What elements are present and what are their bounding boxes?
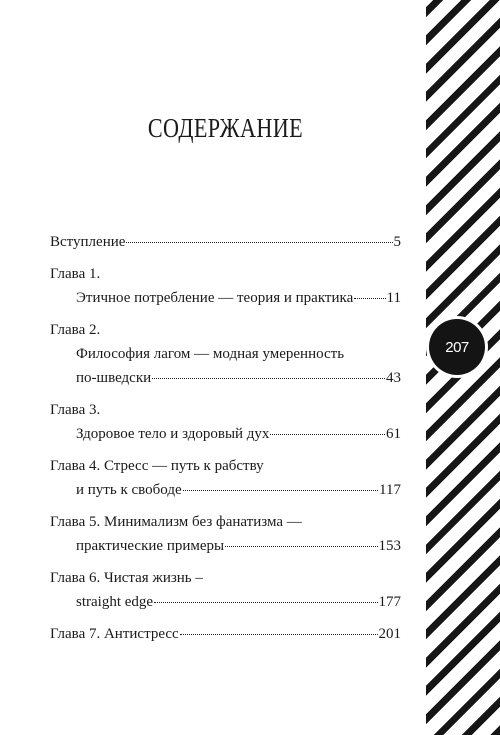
page-title: СОДЕРЖАНИЕ — [147, 113, 304, 143]
toc-line — [50, 510, 401, 534]
toc-entry[interactable] — [50, 318, 401, 390]
toc-entry-title: Вступление — [50, 234, 126, 250]
dot-leader — [152, 378, 385, 379]
toc-page-number: 11 — [386, 290, 401, 306]
toc-entry-title: по-шведски — [76, 370, 152, 386]
toc-page-number: 153 — [378, 538, 401, 554]
toc-entry[interactable] — [50, 622, 401, 646]
dot-leader — [183, 490, 378, 491]
toc-entry[interactable] — [50, 566, 401, 614]
toc-entry[interactable] — [50, 230, 401, 254]
page-number-badge: 207 — [429, 319, 485, 375]
toc-entry-title: Этичное потребление — теория и практика — [76, 290, 354, 306]
toc-entry-title: Глава 5. Минимализм без фанатизма — — [50, 514, 302, 530]
toc-entry-title: Глава 4. Стресс — путь к рабству — [50, 458, 264, 474]
toc-line — [50, 534, 401, 558]
toc-page-number: 201 — [378, 626, 401, 642]
toc-entry-title: Глава 2. — [50, 322, 101, 338]
toc-line — [50, 590, 401, 614]
toc-line — [50, 262, 401, 286]
toc-page-number: 43 — [386, 370, 401, 386]
toc-line — [50, 422, 401, 446]
table-of-contents — [50, 230, 401, 646]
toc-entry[interactable] — [50, 262, 401, 310]
toc-page-number: 61 — [386, 426, 401, 442]
toc-entry-title: и путь к свободе — [76, 482, 182, 498]
toc-line — [50, 398, 401, 422]
toc-entry[interactable] — [50, 454, 401, 502]
toc-entry-title: straight edge — [76, 594, 154, 610]
toc-entry-title: Глава 7. Антистресс — [50, 626, 179, 642]
dot-leader — [126, 242, 392, 243]
toc-line — [50, 230, 401, 254]
toc-entry[interactable] — [50, 510, 401, 558]
toc-entry-title: Глава 3. — [50, 402, 101, 418]
toc-line — [50, 478, 401, 502]
toc-page-number: 5 — [393, 234, 401, 250]
toc-line — [50, 366, 401, 390]
toc-line — [50, 566, 401, 590]
toc-entry-title: Глава 1. — [50, 266, 101, 282]
toc-entry[interactable] — [50, 398, 401, 446]
toc-line — [50, 342, 401, 366]
dot-leader — [225, 546, 377, 547]
toc-entry-title: практические примеры — [76, 538, 225, 554]
toc-entry-title: Философия лагом — модная умеренность — [76, 346, 345, 362]
toc-line — [50, 622, 401, 646]
toc-entry-title: Здоровое тело и здоровый дух — [76, 426, 270, 442]
toc-entry-title: Глава 6. Чистая жизнь – — [50, 570, 203, 586]
dot-leader — [180, 634, 378, 635]
toc-line — [50, 286, 401, 310]
toc-page-number: 177 — [378, 594, 401, 610]
dot-leader — [154, 602, 377, 603]
toc-line — [50, 454, 401, 478]
toc-line — [50, 318, 401, 342]
toc-page-number: 117 — [379, 482, 401, 498]
dot-leader — [354, 298, 385, 299]
dot-leader — [270, 434, 385, 435]
